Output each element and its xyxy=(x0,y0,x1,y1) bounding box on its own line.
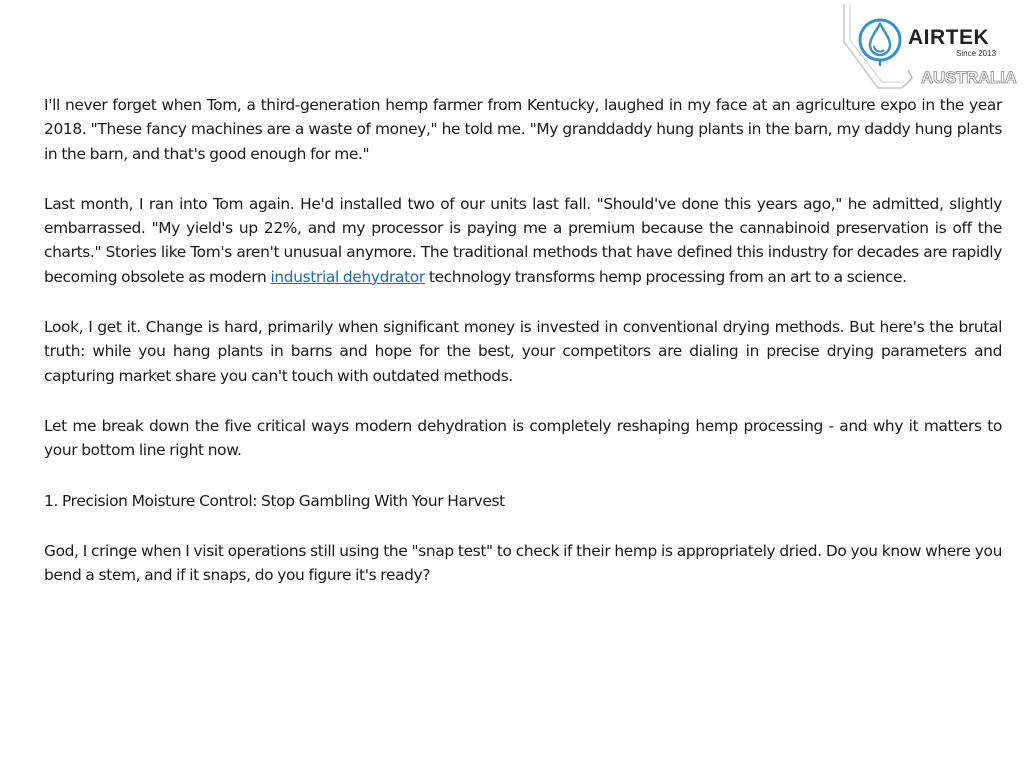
paragraph-2 xyxy=(44,192,1002,289)
paragraph-1: I'll never forget when Tom, a third-generation hemp farmer from Kentucky, laughed in my face at an agriculture expo in the year 2018. "These fancy machines are a waste of money," he told me. "My granddaddy hung plants in the barn, my daddy hung plants in the barn, and that's good enough for me." xyxy=(44,96,1002,163)
industrial-dehydrator-link[interactable]: industrial dehydrator xyxy=(270,267,425,286)
brand-since: Since 2013 xyxy=(956,49,997,58)
paragraph-2-text-before: Last month, I ran into Tom again. He'd installed two of our units last fall. "Should've done this years ago," he admitted, slightly embarrassed. "My yield's up 22%, and my processor is paying me a premium because the cannabinoid preservation is off the charts." Stories like Tom's aren't unusual anymore. The traditional methods that have defined this industry for decades are rapidly becoming obsolete as modern xyxy=(44,194,1002,286)
paragraph-4: Let me break down the five critical ways modern dehydration is completely reshaping hemp processing - and why it matters to your bottom line right now. xyxy=(44,416,1002,460)
paragraph-5: God, I cringe when I visit operations still using the "snap test" to check if their hemp is appropriately dried. Do you know where you bend a stem, and if it snaps, do you figure it's ready? xyxy=(44,541,1002,585)
section-heading-1: 1. Precision Moisture Control: Stop Gambling With Your Harvest xyxy=(44,491,505,510)
brand-name: AIRTEK xyxy=(908,26,990,49)
brand-country: AUSTRALIA xyxy=(921,68,1017,87)
paragraph-3: Look, I get it. Change is hard, primarily when significant money is invested in conventional drying methods. But here's the brutal truth: while you hang plants in barns and hope for the best, your competitors are dialing in precise drying parameters and capturing market share you can't touch with outdated methods. xyxy=(44,318,1002,385)
airtek-logo xyxy=(838,2,1024,94)
article-body xyxy=(44,93,1002,613)
paragraph-2-text-after: technology transforms hemp processing from an art to a science. xyxy=(424,267,907,286)
